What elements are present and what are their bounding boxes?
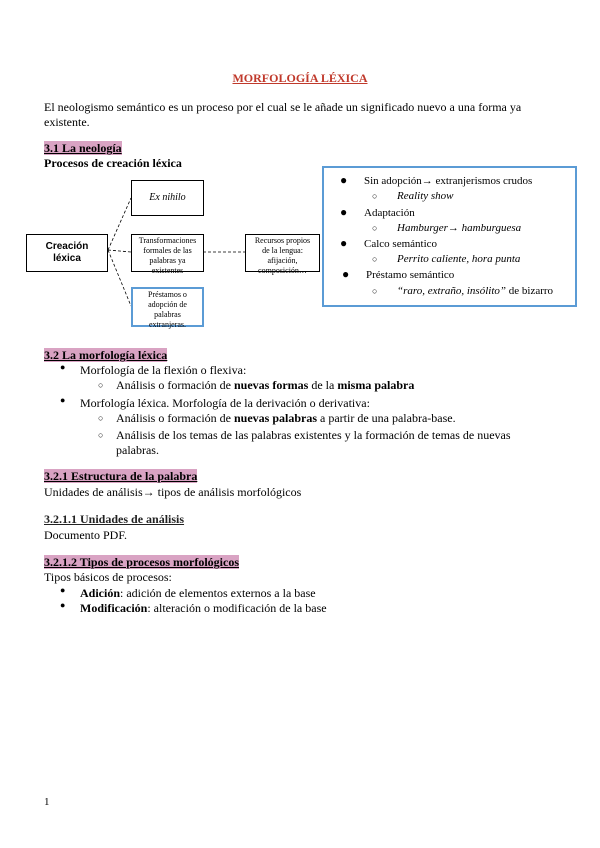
- heading-3-2: 3.2 La morfología léxica: [44, 348, 168, 362]
- circle-bullet-icon: ○: [98, 430, 104, 440]
- morf-flexion-sub: Análisis o formación de nuevas formas de la misma palabra: [116, 378, 415, 392]
- morf-lexica: Morfología léxica. Morfología de la derivación o derivativa:: [80, 396, 370, 410]
- page-number: 1: [44, 796, 50, 808]
- heading-3-2-1: 3.2.1 Estructura de la palabra: [44, 469, 198, 483]
- circle-bullet-icon: ○: [372, 254, 378, 264]
- page-title: MORFOLOGÍA LÉXICA: [232, 71, 368, 85]
- prestamos-box: Préstamos o adopción de palabras extranjeras.: [131, 287, 204, 327]
- circle-bullet-icon: ○: [372, 286, 378, 296]
- morf-lexica-sub2-line1: Análisis de los temas de las palabras existentes y la formación de temas de nuevas: [116, 428, 511, 442]
- morf-lexica-sub1: Análisis o formación de nuevas palabras a partir de una palabra-base.: [116, 411, 456, 425]
- bullet-icon: ●: [342, 267, 350, 281]
- morf-flexion: Morfología de la flexión o flexiva:: [80, 363, 247, 377]
- heading-3-1: 3.1 La neología: [44, 141, 122, 155]
- morf-lexica-sub2-line2: palabras.: [116, 443, 159, 457]
- documento-pdf: Documento PDF.: [44, 528, 128, 542]
- heading-3-2-1-2: 3.2.1.2 Tipos de procesos morfológicos: [44, 555, 240, 569]
- procesos-heading: Procesos de creación léxica: [44, 156, 182, 170]
- bullet-icon: ●: [340, 236, 348, 250]
- bullet-icon: ●: [60, 362, 66, 372]
- bullet-icon: ●: [60, 600, 66, 610]
- transformaciones-box: Transformaciones formales de las palabras ya existentes: [131, 234, 204, 272]
- unidades-text: Unidades de análisis→ tipos de análisis morfológicos: [44, 485, 302, 499]
- ex-nihilo-box: Ex nihilo: [131, 180, 204, 216]
- recursos-box: Recursos propios de la lengua: afijación, composición…: [245, 234, 320, 272]
- circle-bullet-icon: ○: [98, 413, 104, 423]
- circle-bullet-icon: ○: [372, 191, 378, 201]
- bullet-icon: ●: [60, 395, 66, 405]
- creacion-lexica-box: Creación léxica: [26, 234, 108, 272]
- bullet-icon: ●: [340, 173, 348, 187]
- modificacion-item: Modificación: alteración o modificación de la base: [80, 601, 327, 615]
- intro-line-2: existente.: [44, 115, 90, 129]
- tipos-text: Tipos básicos de procesos:: [44, 570, 172, 584]
- intro-line-1: El neologismo semántico es un proceso por el cual se le añade un significado nuevo a una forma ya: [44, 100, 522, 114]
- bullet-icon: ●: [340, 205, 348, 219]
- heading-3-2-1-1: 3.2.1.1 Unidades de análisis: [44, 512, 185, 526]
- bullet-icon: ●: [60, 585, 66, 595]
- adicion-item: Adición: adición de elementos externos a la base: [80, 586, 316, 600]
- circle-bullet-icon: ○: [98, 380, 104, 390]
- circle-bullet-icon: ○: [372, 223, 378, 233]
